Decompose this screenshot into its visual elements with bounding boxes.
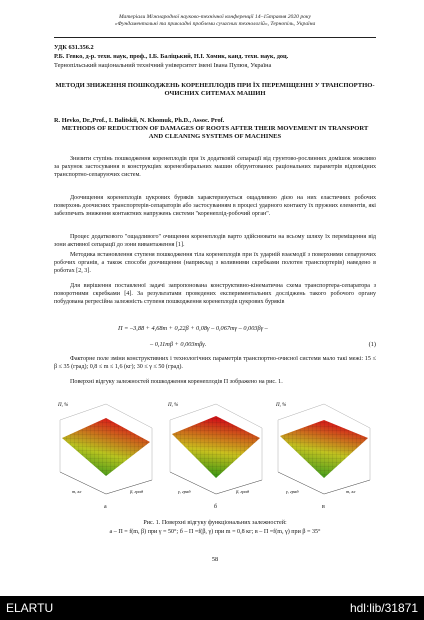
handle-identifier[interactable]: hdl:lib/31871 bbox=[349, 601, 418, 615]
equation-number: (1) bbox=[368, 341, 376, 348]
plot-b-zlabel: П, % bbox=[168, 403, 179, 408]
repository-footer bbox=[0, 596, 424, 620]
paragraph-2: Доочищення коренеплодів цукрових буряків характеризується ощадливою дією на них еластичних робочих поверхонь доочисних транспортерів-сепараторів або застосуванням в процесі ударного контакту їх пружних елементів, які забезпечать зниження контактних напружень системи "коренеплід-робочий орган". bbox=[54, 195, 376, 217]
formula-text-2: – 0,11mβ + 0,003mβγ. bbox=[150, 341, 207, 348]
response-surface-figure bbox=[54, 398, 376, 498]
affiliation: Тернопільський національний технічний університет імені Івана Пулюя, Україна bbox=[54, 62, 272, 69]
formula-text-1: П = –3,88 + 4,68m + 0,22β + 0,08γ – 0,067mγ – 0,003βγ – bbox=[118, 325, 268, 332]
plot-c bbox=[275, 403, 370, 495]
conference-header-line-1: Матеріали Міжнародної науково-технічної конференції 14–15травня 2020 року bbox=[118, 14, 312, 20]
header-divider bbox=[54, 37, 376, 38]
plot-b bbox=[167, 403, 262, 495]
authors-ukrainian: Р.Б. Гевко, д-р. техн. наук, проф., І.Б. Баліцький, Н.І. Хомик, канд. техн. наук, доц. bbox=[54, 53, 289, 60]
plot-a-xlabel: m, кг bbox=[72, 489, 82, 494]
formula-line-1 bbox=[54, 325, 376, 332]
conference-header-line-2: «Фундаментальні та прикладні проблеми сучасних технологій», Тернопіль, Україна bbox=[114, 21, 316, 27]
figure-label-a: а bbox=[104, 504, 107, 510]
page-number: 58 bbox=[211, 556, 219, 563]
paragraph-3: Процес додаткового "ощадливого" очищення коренеплодів варто здійснювати на всьому шляху їх переміщення від зони активної сепарації до зони вивантаження [1]. bbox=[54, 234, 376, 248]
repository-name: ELARTU bbox=[6, 601, 54, 615]
plot-b-xlabel: γ, град bbox=[178, 489, 191, 494]
paragraph-4: Методика встановлення ступеня пошкодження тіла коренеплодів при їх ударній взаємодії з поверхнями сепаруючих робочих органів, а також способи доочищення (наприклад з коливними скребками полотен транспортерів) наведено в роботах [2, 3]. bbox=[54, 252, 376, 274]
title-ukrainian: МЕТОДИ ЗНИЖЕННЯ ПОШКОДЖЕНЬ КОРЕНЕПЛОДІВ ПРИ ЇХ ПЕРЕМІЩЕННІ У ТРАНСПОРТНО-ОЧИСНИХ СИТЕМАХ МАШИН bbox=[55, 82, 375, 98]
plot-a-ylabel: β, град bbox=[130, 489, 144, 494]
paragraph-5: Для вирішення поставленої задачі запропонована конструктивно-кінематична схема транспортера-сепаратора з поворотними скребками [4]. За результатами проведених експериментальних досліджень такого робочого органу побудована регресійна залежність ступеня пошкодження коренеплодів цукрових буряків bbox=[54, 283, 376, 305]
figure-label-c: в bbox=[322, 504, 325, 510]
formula-line-2 bbox=[54, 341, 376, 348]
plot-b-ylabel: β, град bbox=[236, 489, 250, 494]
plot-c-ylabel: m, кг bbox=[346, 489, 356, 494]
figure-label-b: б bbox=[214, 504, 218, 510]
paragraph-7: Поверхні відгуку залежностей пошкодження коренеплодів П зображено на рис. 1. bbox=[70, 379, 283, 385]
plot-c-xlabel: γ, град bbox=[286, 489, 299, 494]
plot-a-zlabel: П, % bbox=[58, 403, 69, 408]
title-english: METHODS OF REDUCTION OF DAMAGES OF ROOTS AFTER THEIR MOVEMENT IN TRANSPORT AND CLEANING SYSTEMS OF MACHINES bbox=[61, 125, 369, 141]
plot-c-zlabel: П, % bbox=[276, 403, 287, 408]
authors-english: R. Hevko, Dr.,Prof., I. Balitskii, N. Khomuk, Ph.D., Assoc. Prof. bbox=[54, 117, 225, 124]
figure-caption-detail: а – П = f(m, β) при γ = 50°; б – П =f(β, γ) при m = 0,8 кг; в – П =f(m, γ) при β = 35° bbox=[109, 529, 321, 535]
figure-caption-title: Рис. 1. Поверхні відгуку функціональних залежностей: bbox=[143, 520, 287, 526]
conference-header bbox=[54, 14, 376, 28]
paragraph-1: Знизити ступінь пошкодження коренеплодів при їх додатковій сепарації від грунтово-рослинних домішок можливо за рахунок застосування в конструкціях коренезбиральних машин обґрунтованих раціональних параметрів відповідних транспортно-сепаруючих систем. bbox=[54, 156, 376, 178]
plot-a bbox=[57, 403, 152, 495]
paragraph-6: Факторне поле зміни конструктивних і технологічних параметрів транспортно-очисної системи мало такі межі: 15 ≤ β ≤ 35 (град); 0,8 ≤ m ≤ 1,6 (кг); 30 ≤ γ ≤ 50 (град). bbox=[54, 356, 376, 370]
udk-code: УДК 631.356.2 bbox=[54, 44, 94, 51]
